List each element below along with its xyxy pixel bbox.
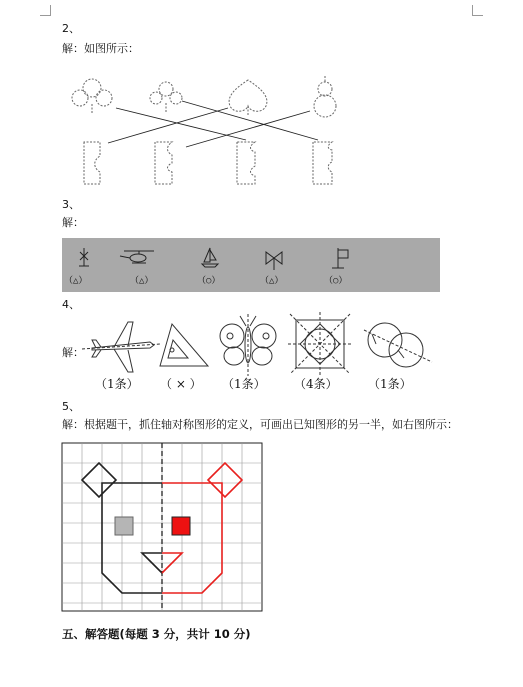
flag-icon (332, 248, 348, 268)
q3-label-5: （○） (324, 276, 348, 286)
q4-figures (0, 310, 523, 380)
drawn-face-outline (162, 483, 222, 593)
symmetry-grid (62, 443, 262, 611)
square-pattern-icon (288, 312, 352, 376)
small-club-shape-icon (150, 82, 182, 113)
q4-caption-4: （4条） (294, 377, 338, 391)
clover-shape-icon (72, 79, 112, 113)
q3-label-4: （△） (260, 276, 284, 286)
given-ear (82, 463, 116, 497)
q5-answer-text: 解：根据题干，抓住轴对称图形的定义，可画出已知图形的另一半，如右图所示： (62, 418, 458, 431)
windmill-icon (79, 248, 89, 266)
given-eye (115, 517, 133, 535)
circles-icon (364, 323, 432, 367)
q3-number: 3、 (62, 198, 80, 211)
spade-shape-icon (229, 80, 267, 116)
q4-caption-2: （ × ） (160, 377, 202, 391)
gourd-shape-icon (314, 76, 336, 117)
q2-matching-figure (0, 0, 523, 200)
q4-caption-3: （1条） (222, 377, 266, 391)
q4-number: 4、 (62, 298, 80, 311)
drawn-ear (208, 463, 242, 497)
sailboat-icon (202, 248, 218, 267)
drawn-eye (172, 517, 190, 535)
section-5-title: 五、解答题(每题 3 分，共计 10 分) (62, 627, 251, 641)
q3-label-3: （○） (197, 276, 221, 286)
pinwheel-icon (266, 252, 282, 270)
given-face-outline (102, 483, 162, 593)
q3-answer-prefix: 解： (62, 216, 84, 229)
half-shape-1-icon (84, 142, 100, 184)
helicopter-icon (120, 251, 154, 263)
half-shape-3-icon (237, 142, 255, 184)
set-square-icon (160, 324, 208, 366)
q4-answer-prefix: 解： (62, 346, 84, 359)
q2-answer-prefix: 解：如图所示： (62, 42, 139, 55)
q4-caption-5: （1条） (368, 377, 412, 391)
q5-number: 5、 (62, 400, 80, 413)
airplane-icon (82, 322, 160, 372)
q2-number: 2、 (62, 22, 80, 35)
matching-lines (108, 101, 318, 147)
butterfly-icon (220, 314, 276, 376)
q3-image-panel (62, 238, 440, 292)
q3-label-2: （△） (130, 276, 154, 286)
q3-icons (62, 238, 440, 292)
q3-label-1: （△） (64, 276, 88, 286)
half-shape-2-icon (155, 142, 172, 184)
q4-caption-1: （1条） (95, 377, 139, 391)
half-shape-4-icon (313, 142, 332, 184)
